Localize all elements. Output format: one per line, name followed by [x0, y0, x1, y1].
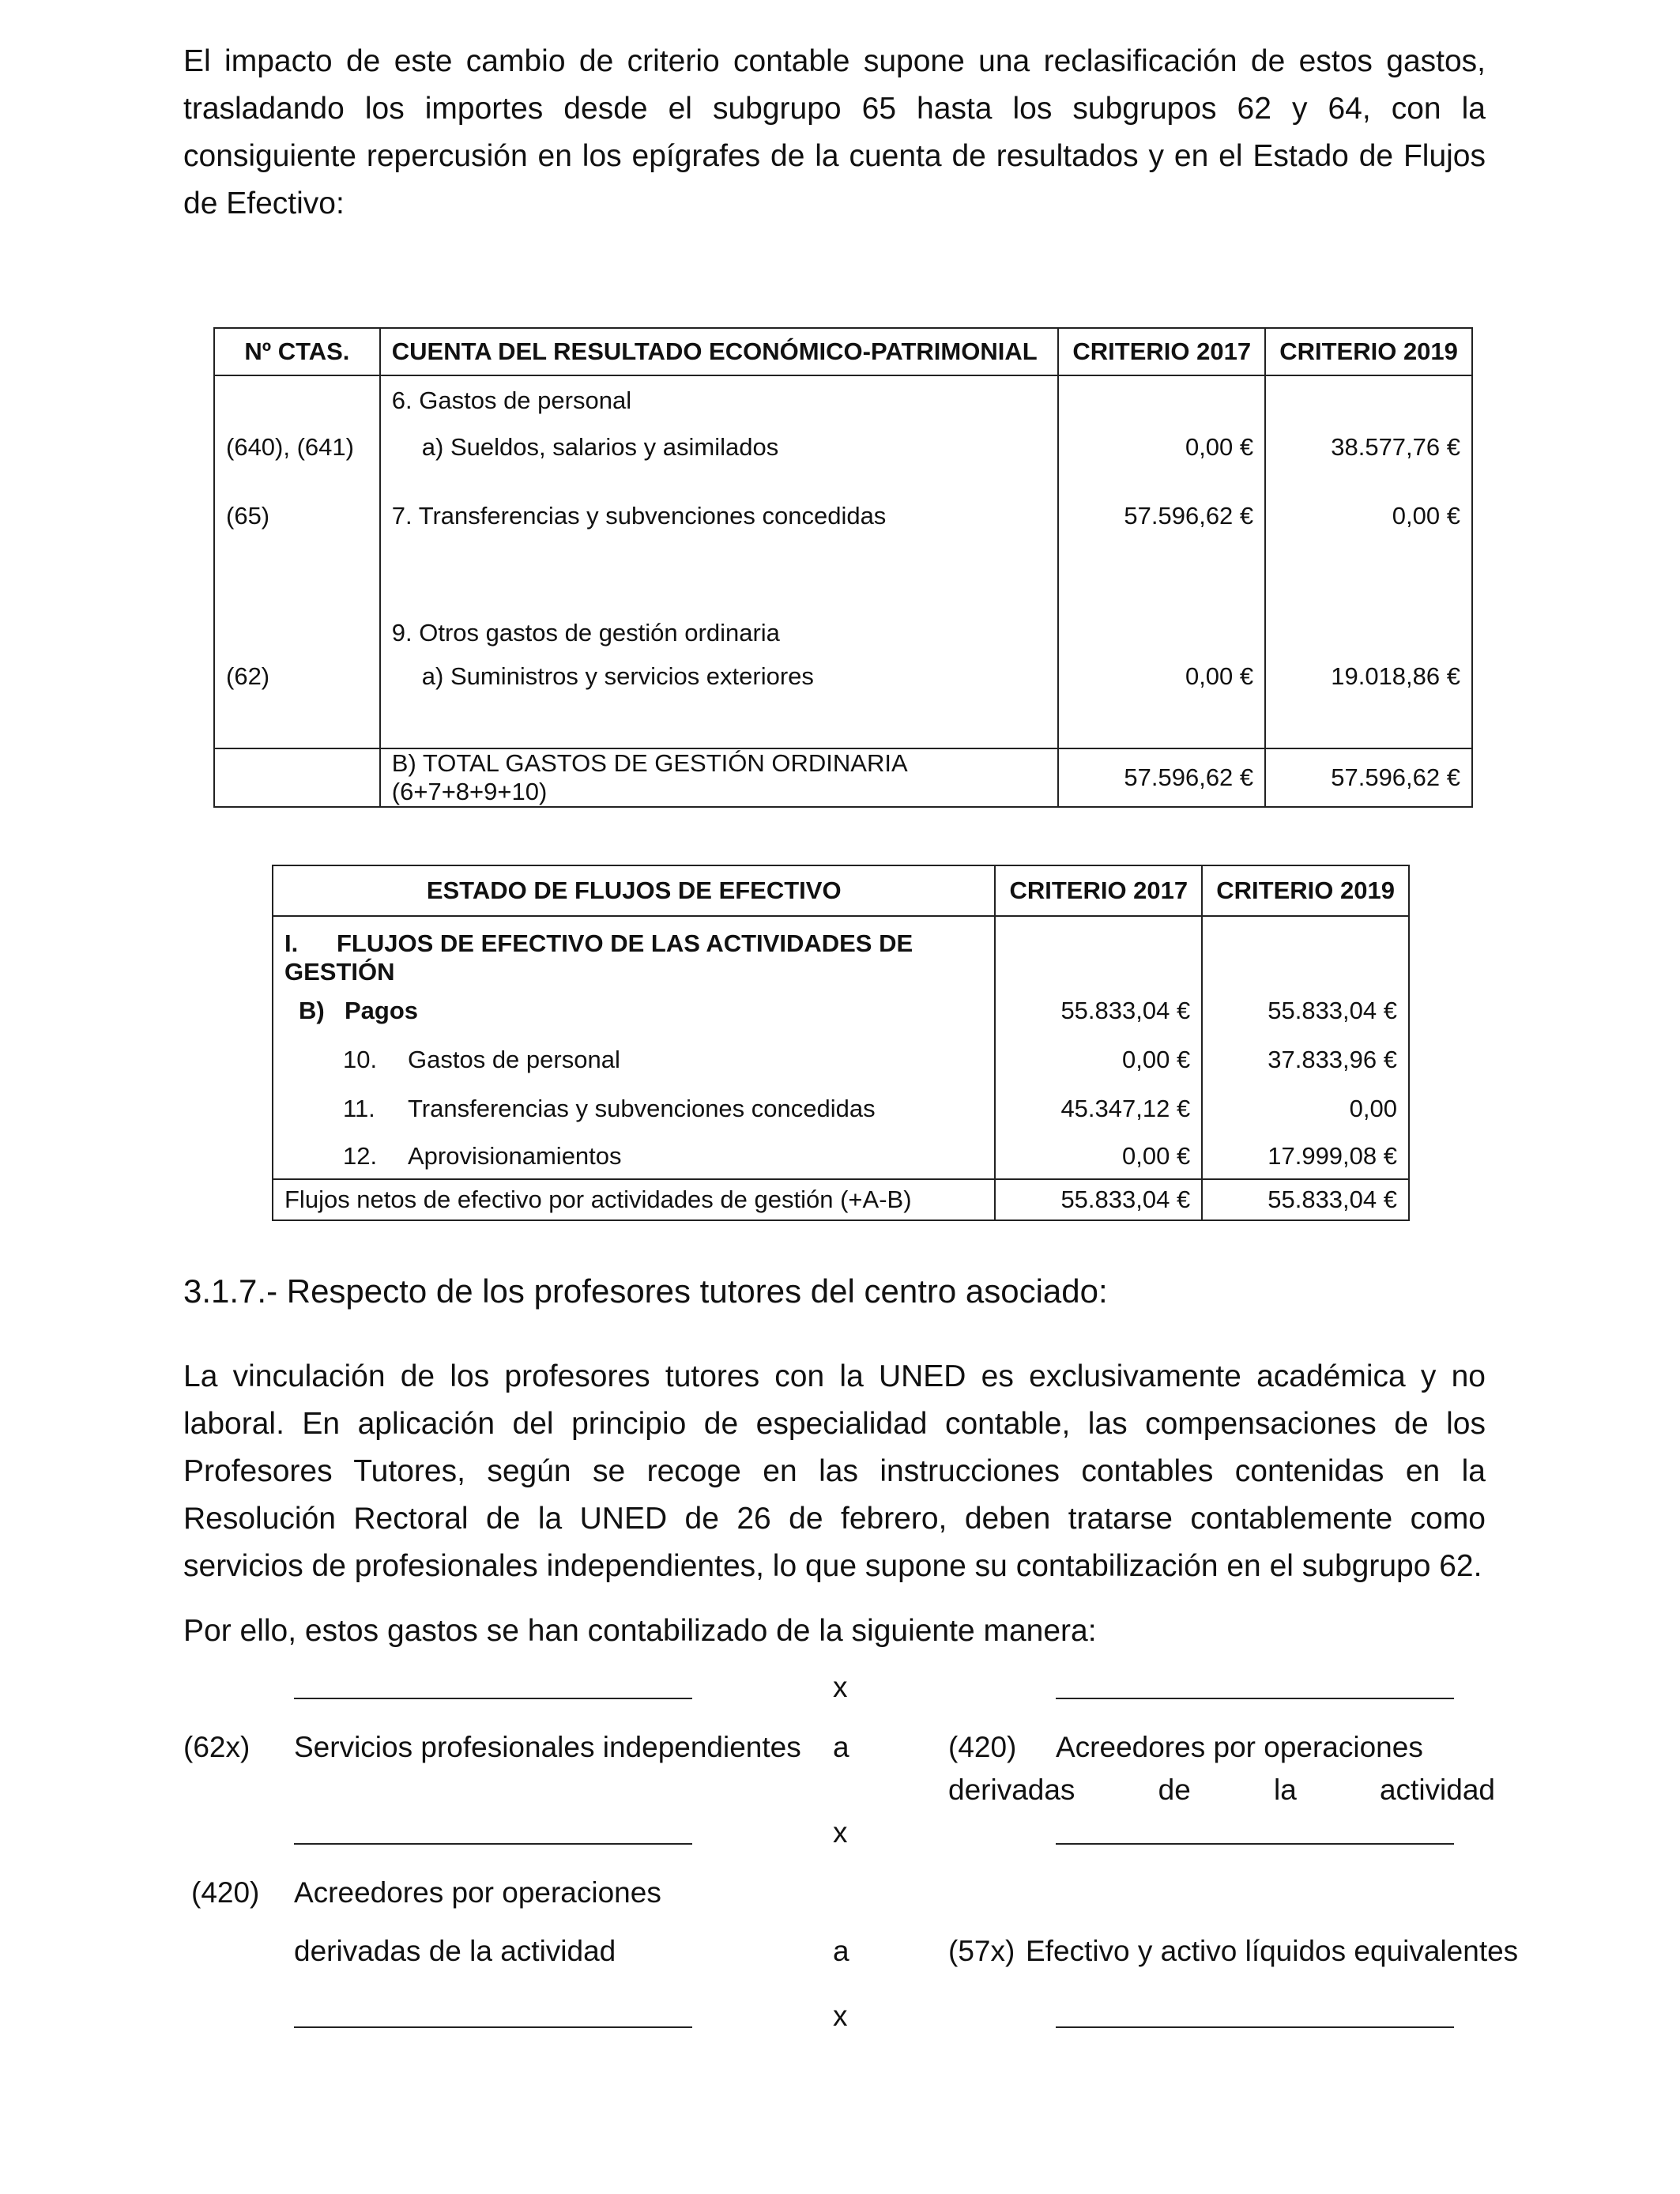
a-mark: a: [833, 1731, 849, 1763]
item-number: 10.: [343, 1046, 378, 1073]
header-cell: CRITERIO 2017: [995, 865, 1202, 916]
value-cell: 55.833,04 €: [1268, 997, 1397, 1024]
header-cell: Nº CTAS.: [214, 328, 380, 375]
concept-cell: 9. Otros gastos de gestión ordinaria: [380, 562, 1059, 654]
table-row: [273, 1133, 1409, 1179]
concept-cell: 7. Transferencias y subvenciones concedidas: [380, 470, 1059, 562]
concept-cell: B) TOTAL GASTOS DE GESTIÓN ORDINARIA (6+7+8+9+10): [380, 748, 1059, 807]
cta-cell: (65): [214, 470, 380, 562]
value-cell: 55.833,04 €: [995, 986, 1202, 1035]
debit-label-line2: derivadas de la actividad: [294, 1935, 616, 1967]
x-mark: x: [833, 1816, 848, 1849]
debit-label: Acreedores por operaciones: [294, 1876, 661, 1909]
intro-paragraph: El impacto de este cambio de criterio contable supone una reclasificación de estos gastos, trasladando los importes desde el subgrupo 65 hasta los subgrupos 62 y 64, con la consiguiente repercusión en los epígrafes de la cuenta de resultados y en el Estado de Flujos de Efectivo:: [183, 44, 1486, 221]
separator-line: [294, 1843, 692, 1845]
separator-line: [1056, 2026, 1454, 2028]
header-cell: ESTADO DE FLUJOS DE EFECTIVO: [273, 865, 995, 916]
word: actividad: [1379, 1774, 1495, 1806]
cta-cell: [214, 375, 380, 424]
separator-line: [1056, 1698, 1454, 1699]
separator-line: [294, 2026, 692, 2028]
value-cell: [1058, 562, 1265, 654]
concept-cell: a) Sueldos, salarios y asimilados: [380, 424, 1059, 470]
total-row: [273, 1179, 1409, 1220]
cta-cell: (640), (641): [214, 424, 380, 470]
section-heading: 3.1.7.- Respecto de los profesores tutores del centro asociado:: [183, 1272, 1108, 1310]
x-mark: x: [833, 1671, 848, 1703]
cta-cell: [214, 562, 380, 654]
cta-cell: (62): [214, 654, 380, 699]
item-label: Transferencias y subvenciones concedidas: [408, 1095, 876, 1122]
credit-label-line2: [948, 1770, 1495, 1810]
item-number: 11.: [343, 1095, 375, 1122]
value-cell: 0,00 €: [1392, 502, 1460, 530]
value-cell: 0,00: [1349, 1095, 1397, 1122]
value-cell: [1265, 375, 1472, 424]
credit-label: Acreedores por operaciones: [1056, 1731, 1423, 1763]
value-cell: 0,00 €: [1058, 424, 1265, 470]
header-cell: CRITERIO 2019: [1265, 328, 1472, 375]
value-cell: 57.596,62 €: [1058, 748, 1265, 807]
value-cell: 57.596,62 €: [1265, 748, 1472, 807]
spacer-row: [214, 699, 1472, 748]
word: de: [1158, 1774, 1191, 1806]
table-row: [273, 1084, 1409, 1133]
debit-code: (420): [191, 1876, 260, 1909]
value-cell: 0,00 €: [1058, 654, 1265, 699]
separator-line: [294, 1698, 692, 1699]
section-title: FLUJOS DE EFECTIVO DE LAS ACTIVIDADES DE GESTIÓN: [284, 929, 913, 986]
debit-code: (62x): [183, 1731, 250, 1763]
section-row: [273, 916, 1409, 986]
a-mark: a: [833, 1935, 849, 1967]
table-row: [214, 654, 1472, 699]
word: derivadas: [948, 1774, 1075, 1806]
x-mark: x: [833, 2000, 848, 2032]
table-row: [214, 424, 1472, 470]
value-cell: 55.833,04 €: [995, 1179, 1202, 1220]
credit-label: Efectivo y activo líquidos equivalentes: [1026, 1935, 1519, 1967]
concept-cell: a) Suministros y servicios exteriores: [380, 654, 1059, 699]
value-cell: 17.999,08 €: [1268, 1141, 1397, 1170]
debit-label: Servicios profesionales independientes: [294, 1731, 801, 1763]
section-number: I.: [284, 929, 299, 957]
flujos-table: [272, 865, 1410, 1221]
header-cell: CUENTA DEL RESULTADO ECONÓMICO-PATRIMONIAL: [380, 328, 1059, 375]
value-cell: 57.596,62 €: [1058, 470, 1265, 562]
value-cell: 19.018,86 €: [1331, 662, 1460, 690]
word: la: [1273, 1774, 1297, 1806]
item-label: Aprovisionamientos: [408, 1141, 622, 1170]
concept-cell: 6. Gastos de personal: [380, 375, 1059, 424]
total-label: Flujos netos de efectivo por actividades de gestión (+A-B): [273, 1179, 995, 1220]
body-paragraph: Por ello, estos gastos se han contabilizado de la siguiente manera:: [183, 1614, 1097, 1648]
value-cell: 45.347,12 €: [995, 1084, 1202, 1133]
cta-cell: [214, 748, 380, 807]
value-cell: 37.833,96 €: [1268, 1046, 1397, 1073]
table-row: [214, 562, 1472, 654]
value-cell: 55.833,04 €: [1202, 1179, 1409, 1220]
resultado-table: [213, 327, 1473, 808]
header-cell: CRITERIO 2019: [1202, 865, 1409, 916]
table-row: [273, 1035, 1409, 1084]
value-cell: 38.577,76 €: [1331, 433, 1460, 461]
pagos-letter: B): [299, 997, 325, 1024]
credit-code: (57x): [948, 1935, 1015, 1967]
credit-code: (420): [948, 1731, 1017, 1763]
table-row: [214, 470, 1472, 562]
value-cell: [1058, 375, 1265, 424]
table-header-row: [214, 328, 1472, 375]
pagos-row: [273, 986, 1409, 1035]
value-cell: [1265, 562, 1472, 654]
header-cell: CRITERIO 2017: [1058, 328, 1265, 375]
body-paragraph: La vinculación de los profesores tutores con la UNED es exclusivamente académica y no laboral. En aplicación del principio de especialidad contable, las compensaciones de los Profesores Tutores, según se recoge en las instrucciones contables contenidas en la Resolución Rectoral de la UNED de 26 de febrero, deben tratarse contablemente como servicios de profesionales independientes, lo que supone su contabilización en el subgrupo 62.: [183, 1359, 1486, 1583]
total-row: [214, 748, 1472, 807]
table-header-row: [273, 865, 1409, 916]
value-cell: 0,00 €: [995, 1133, 1202, 1179]
pagos-label: Pagos: [345, 997, 419, 1024]
table-row: [214, 375, 1472, 424]
separator-line: [1056, 1843, 1454, 1845]
item-label: Gastos de personal: [408, 1046, 620, 1073]
item-number: 12.: [343, 1141, 378, 1170]
value-cell: 0,00 €: [995, 1035, 1202, 1084]
